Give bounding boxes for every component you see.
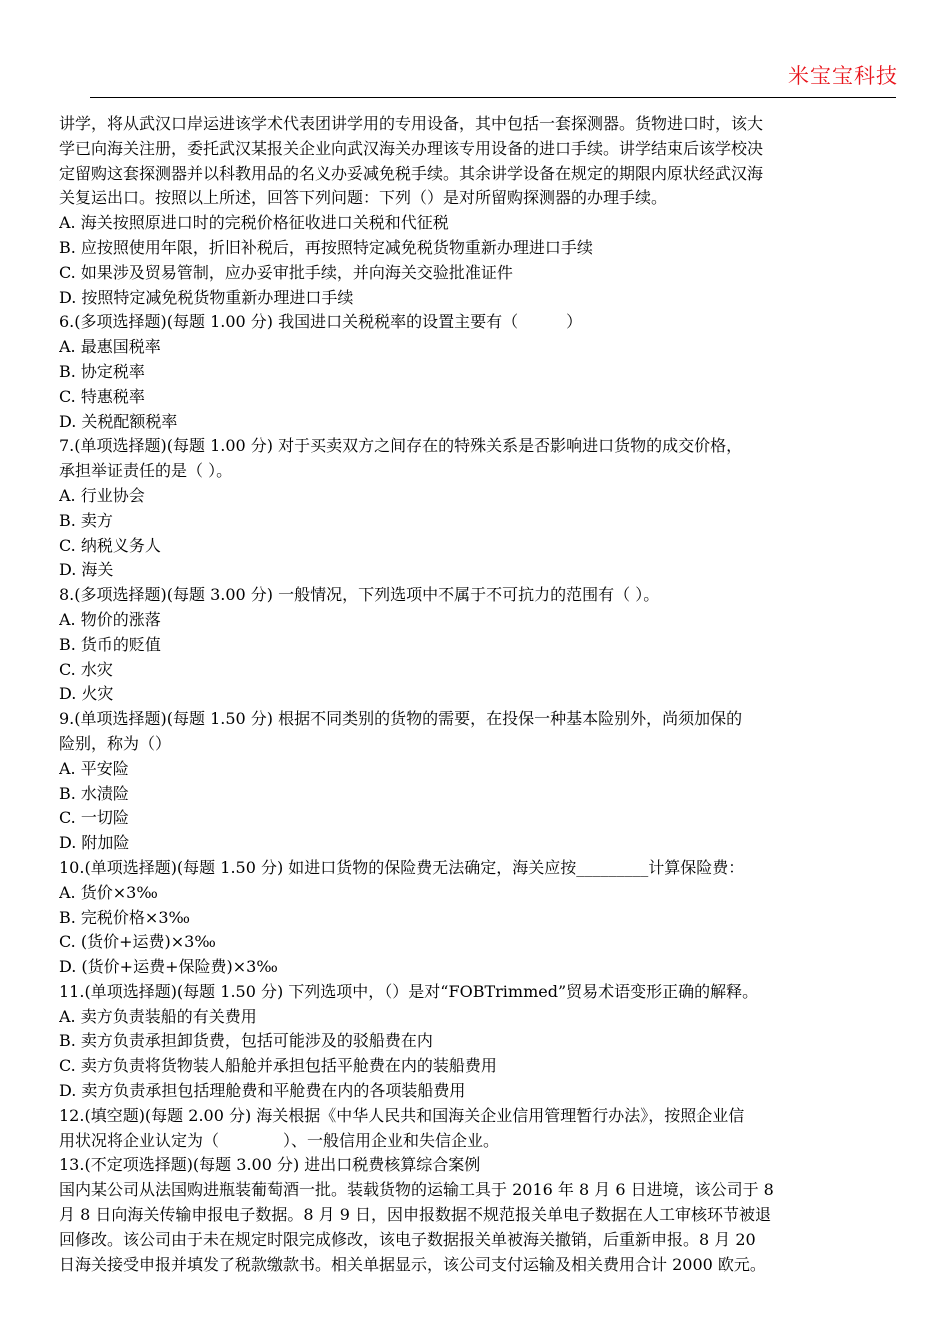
text-line: 月 8 日向海关传输申报电子数据。8 月 9 日，因申报数据不规范报关单电子数据在人工审核环节被退 [59, 1205, 771, 1225]
text-line: 学已向海关注册，委托武汉某报关企业向武汉海关办理该专用设备的进口手续。讲学结束后该学校决 [59, 138, 764, 158]
text-line: B. 卖方 [59, 510, 113, 530]
text-line: 关复运出口。按照以上所述，回答下列问题：下列（）是对所留购探测器的办理手续。 [59, 188, 668, 208]
text-line: D. 附加险 [59, 833, 130, 853]
text-line: 用状况将企业认定为（ ）、一般信用企业和失信企业。 [59, 1130, 500, 1150]
text-line: 承担举证责任的是（ ）。 [59, 461, 233, 481]
text-line: B. 完税价格×3‰ [59, 907, 190, 927]
text-line: 11.(单项选择题)(每题 1.50 分) 下列选项中，（）是对“FOBTrimmed”贸易术语变形正确的解释。 [59, 981, 759, 1001]
text-line: D. 卖方负责承担包括理舱费和平舱费在内的各项装船费用 [59, 1081, 466, 1101]
text-line: B. 应按照使用年限，折旧补税后，再按照特定减免税货物重新办理进口手续 [59, 237, 593, 257]
header-divider [90, 97, 896, 98]
text-line: 12.(填空题)(每题 2.00 分) 海关根据《中华人民共和国海关企业信用管理暂行办法》，按照企业信 [59, 1105, 745, 1125]
text-line: C. 一切险 [59, 808, 129, 828]
text-line: 险别，称为（） [59, 733, 172, 753]
text-line: 6.(多项选择题)(每题 1.00 分) 我国进口关税税率的设置主要有（ ） [59, 312, 583, 332]
text-line: B. 水渍险 [59, 783, 129, 803]
text-line: 13.(不定项选择题)(每题 3.00 分) 进出口税费核算综合案例 [59, 1155, 481, 1175]
text-line: 9.(单项选择题)(每题 1.50 分) 根据不同类别的货物的需要，在投保一种基本险别外，尚须加保的 [59, 709, 743, 729]
text-line: C. 卖方负责将货物装人船舱并承担包括平舱费在内的装船费用 [59, 1056, 497, 1076]
text-line: 7.(单项选择题)(每题 1.00 分) 对于买卖双方之间存在的特殊关系是否影响进口货物的成交价格， [59, 436, 743, 456]
text-line: 讲学，将从武汉口岸运进该学术代表团讲学用的专用设备，其中包括一套探测器。货物进口时，该大 [59, 114, 764, 133]
text-line: C. 如果涉及贸易管制，应办妥审批手续，并向海关交验批准证件 [59, 262, 513, 282]
text-line: A. 最惠国税率 [59, 337, 161, 357]
brand-logo-text: 米宝宝科技 [788, 64, 898, 88]
text-line: 国内某公司从法国购进瓶装葡萄酒一批。装载货物的运输工具于 2016 年 8 月 6 日进境，该公司于 8 [59, 1180, 774, 1200]
text-line: 定留购这套探测器并以科教用品的名义办妥减免税手续。其余讲学设备在规定的期限内原状经武汉海 [59, 163, 764, 183]
text-line: A. 物价的涨落 [59, 609, 161, 629]
text-line: C. 纳税义务人 [59, 535, 161, 555]
text-line: C. (货价+运费)×3‰ [59, 932, 216, 952]
text-line: C. 特惠税率 [59, 386, 145, 406]
text-line: 10.(单项选择题)(每题 1.50 分) 如进口货物的保险费无法确定，海关应按_________计算保险费： [59, 857, 745, 877]
text-line: D. 海关 [59, 560, 114, 580]
text-line: B. 卖方负责承担卸货费，包括可能涉及的驳船费在内 [59, 1031, 433, 1051]
text-line: D. (货价+运费+保险费)×3‰ [59, 957, 278, 977]
text-line: C. 水灾 [59, 659, 113, 679]
document-body [59, 112, 895, 1277]
text-line: A. 平安险 [59, 758, 129, 778]
text-line: 8.(多项选择题)(每题 3.00 分) 一般情况，下列选项中不属于不可抗力的范围有（ ）。 [59, 585, 660, 605]
text-line: D. 按照特定减免税货物重新办理进口手续 [59, 287, 354, 307]
text-line: D. 火灾 [59, 684, 114, 704]
text-line: B. 货币的贬值 [59, 634, 161, 654]
text-line: D. 关税配额税率 [59, 411, 178, 431]
text-line: A. 行业协会 [59, 485, 145, 505]
text-line: B. 协定税率 [59, 361, 145, 381]
text-line: A. 海关按照原进口时的完税价格征收进口关税和代征税 [59, 213, 449, 233]
text-line: 日海关接受申报并填发了税款缴款书。相关单据显示，该公司支付运输及相关费用合计 2000 欧元。 [59, 1254, 766, 1274]
text-line: A. 卖方负责装船的有关费用 [59, 1006, 257, 1026]
text-line: A. 货价×3‰ [59, 882, 158, 902]
text-line: 回修改。该公司由于未在规定时限完成修改，该电子数据报关单被海关撤销，后重新申报。8 月 20 [59, 1229, 756, 1249]
